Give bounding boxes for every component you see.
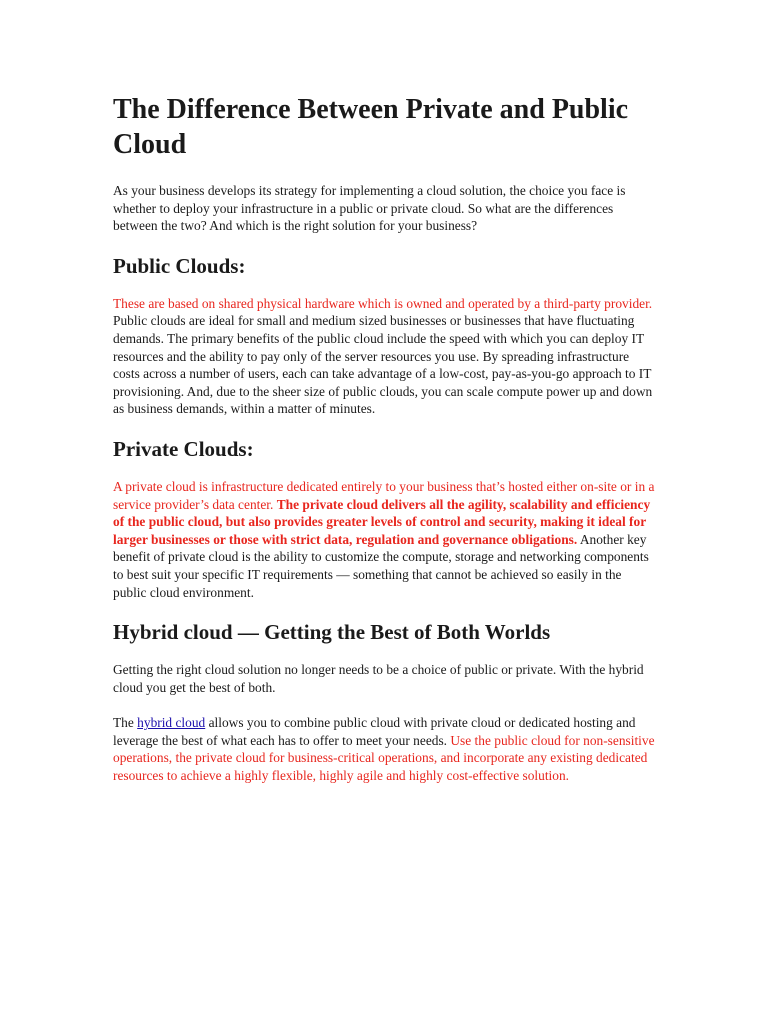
public-clouds-highlight: These are based on shared physical hardware which is owned and operated by a third-party provider. (113, 295, 653, 311)
hybrid-detail-paragraph (113, 714, 658, 784)
hybrid-cloud-heading: Hybrid cloud — Getting the Best of Both Worlds (113, 620, 551, 645)
hybrid-body: allows you to combine public cloud with private cloud or dedicated hosting and leverage the best of what each has to offer to meet your needs. (113, 715, 636, 748)
private-clouds-paragraph (113, 478, 658, 601)
hybrid-intro-paragraph: Getting the right cloud solution no longer needs to be a choice of public or private. With the hybrid cloud you get the best of both. (113, 662, 644, 695)
hybrid-cloud-link[interactable]: hybrid cloud (137, 715, 206, 731)
public-clouds-heading: Public Clouds: (113, 253, 246, 278)
article (113, 92, 658, 803)
hybrid-highlight: Use the public cloud for non-sensitive operations, the private cloud for business-critical operations, and incorporate any existing dedicated resources to achieve a highly flexible, highly agile and highly cost-effective solution. (113, 732, 655, 784)
public-clouds-paragraph (113, 295, 658, 418)
private-clouds-highlight: A private cloud is infrastructure dedicated entirely to your business that’s hosted either on-site or in a service provider’s data center. (113, 478, 655, 512)
private-clouds-heading: Private Clouds: (113, 436, 254, 461)
public-clouds-body: Public clouds are ideal for small and medium sized businesses or businesses that have fluctuating demands. The primary benefits of the public cloud include the speed with which you can deploy IT resources and the ability to pay only of the server resources you use. By spreading infrastructure costs across a number of users, each can take advantage of a low-cost, pay-as-you-go approach to IT provisioning. And, due to the sheer size of public clouds, you can scale compute power up and down as business demands, within a matter of minutes. (113, 313, 653, 417)
page-title: The Difference Between Private and Public Cloud (113, 94, 629, 160)
private-clouds-bold-highlight: The private cloud delivers all the agility, scalability and efficiency of the public cloud, but also provides greater levels of control and security, making it ideal for larger businesses or those with strict data, regulation and governance obligations. (113, 496, 651, 547)
intro-paragraph: As your business develops its strategy for implementing a cloud solution, the choice you face is whether to deploy your infrastructure in a public or private cloud. So what are the differences between the two? And which is the right solution for your business? (113, 183, 626, 234)
hybrid-prefix: The (113, 715, 138, 731)
private-clouds-body: Another key benefit of private cloud is the ability to customize the compute, storage and networking components to best suit your specific IT requirements — something that cannot be achieved so easily in the public cloud environment. (113, 531, 649, 600)
